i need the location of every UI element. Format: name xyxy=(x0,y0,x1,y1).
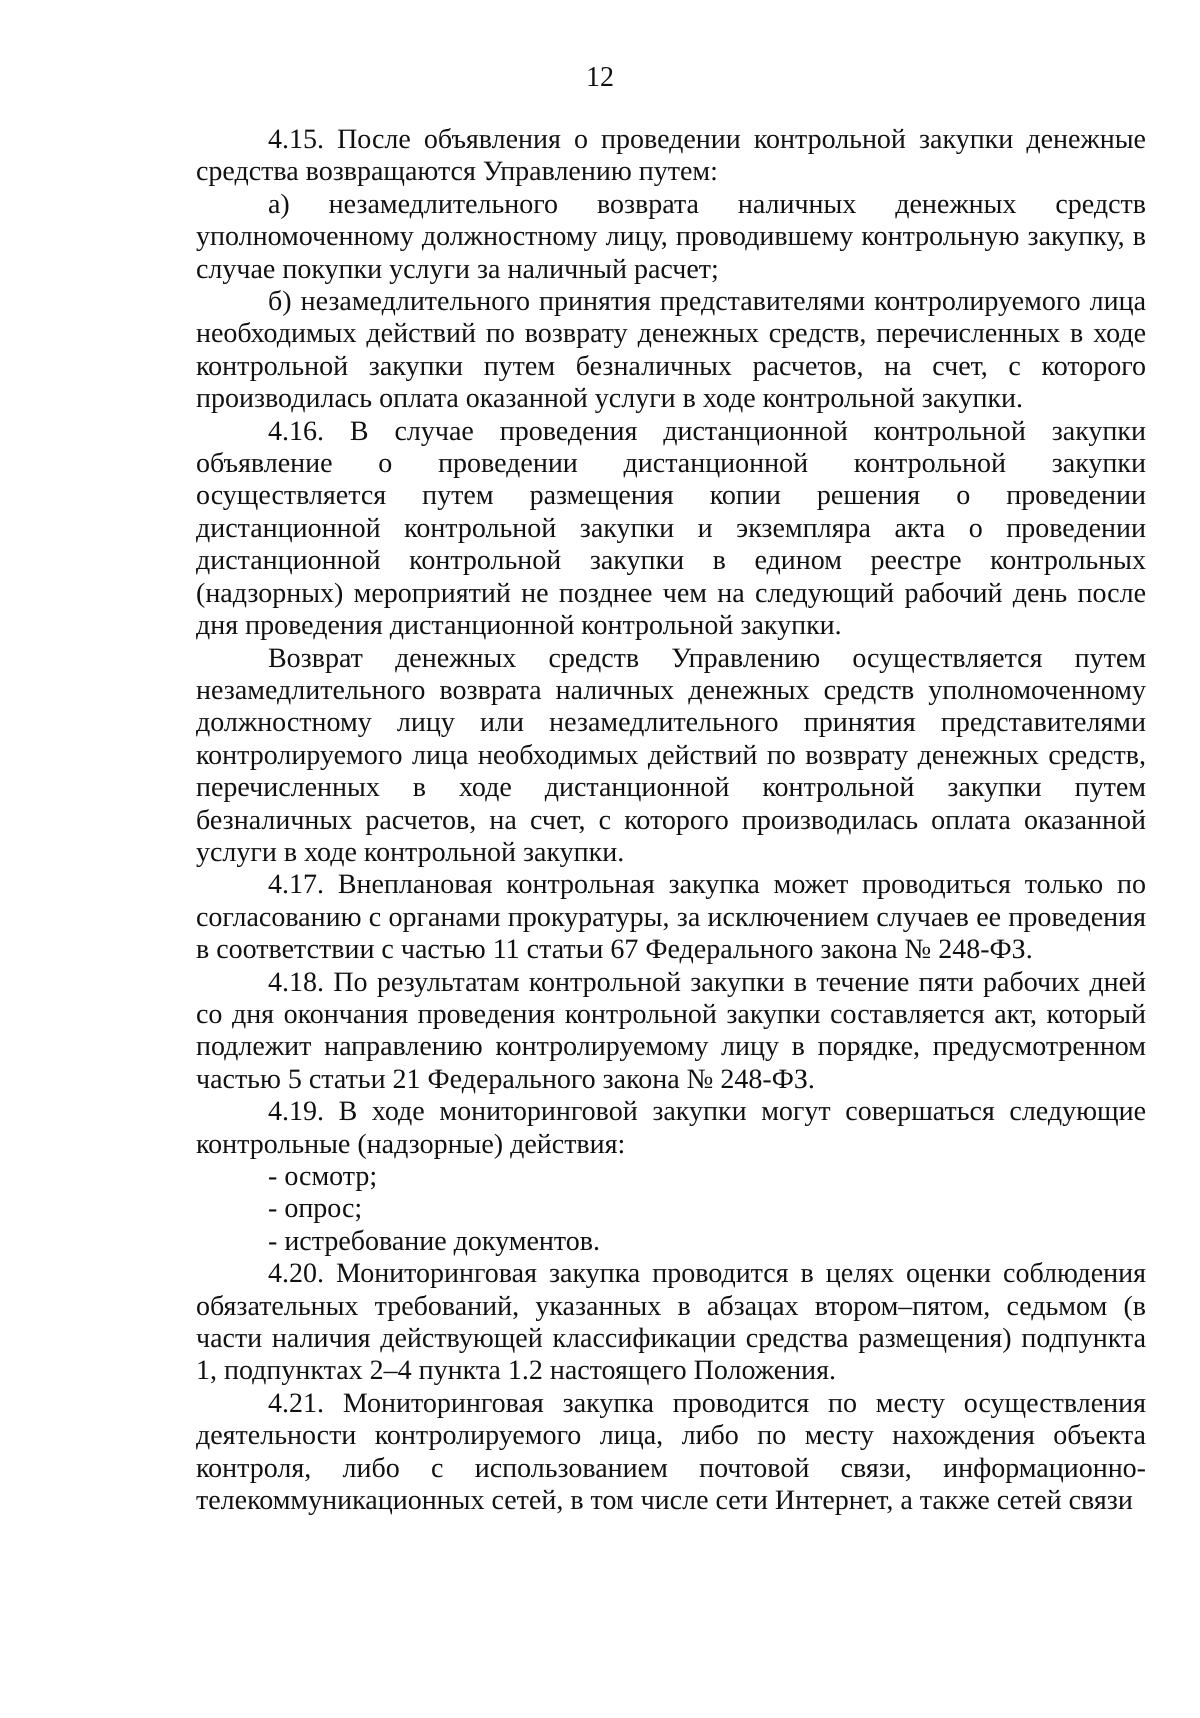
paragraph-4-15-b: б) незамедлительного принятия представителями контролируемого лица необходимых действий по возврату денежных средств, перечисленных в ходе контрольной закупки путем безналичных расчетов, на счет, с которого производилась оплата оказанной услуги в ходе контрольной закупки. xyxy=(196,286,1146,415)
paragraph-4-21: 4.21. Мониторинговая закупка проводится по месту осуществления деятельности контролируемого лица, либо по месту нахождения объекта контроля, либо с использованием почтовой связи, информационно-телекоммуникационных сетей, в том числе сети Интернет, а также сетей связи xyxy=(196,1387,1146,1517)
paragraph-4-16-refund: Возврат денежных средств Управлению осуществляется путем незамедлительного возврата наличных денежных средств уполномоченному должностному лицу или незамедлительного принятия представителями контролируемого лица необходимых действий по возврату денежных средств, перечисленных в ходе дистанционной контрольной закупки путем безналичных расчетов, на счет, с которого производилась оплата оказанной услуги в ходе контрольной закупки. xyxy=(196,642,1146,868)
paragraph-4-20: 4.20. Мониторинговая закупка проводится в целях оценки соблюдения обязательных требований, указанных в абзацах втором–пятом, седьмом (в части наличия действующей классификации средства размещения) подпункта 1, подпунктах 2–4 пункта 1.2 настоящего Положения. xyxy=(196,1258,1146,1387)
paragraph-4-18: 4.18. По результатам контрольной закупки в течение пяти рабочих дней со дня окончания проведения контрольной закупки составляется акт, который подлежит направлению контролируемому лицу в порядке, предусмотренном частью 5 статьи 21 Федерального закона № 248-ФЗ. xyxy=(196,966,1146,1095)
paragraph-4-19: 4.19. В ходе мониторинговой закупки могут совершаться следующие контрольные (надзорные) действия: xyxy=(196,1096,1146,1160)
document-body xyxy=(196,124,1146,1517)
list-item-survey: - опрос; xyxy=(268,1193,363,1225)
paragraph-4-15-a: а) незамедлительного возврата наличных денежных средств уполномоченному должностному лицу, проводившему контрольную закупку, в случае покупки услуги за наличный расчет; xyxy=(196,188,1146,285)
paragraph-4-17: 4.17. Внеплановая контрольная закупка может проводиться только по согласованию с органами прокуратуры, за исключением случаев ее проведения в соответствии с частью 11 статьи 67 Федерального закона № 248-ФЗ. xyxy=(196,869,1146,966)
list-item-document-request: - истребование документов. xyxy=(268,1225,600,1257)
paragraph-4-15: 4.15. После объявления о проведении контрольной закупки денежные средства возвращаются Управлению путем: xyxy=(196,124,1146,188)
list-item-inspection: - осмотр; xyxy=(268,1161,378,1192)
page-number: 12 xyxy=(586,62,614,93)
paragraph-4-16: 4.16. В случае проведения дистанционной контрольной закупки объявление о проведении дистанционной контрольной закупки осуществляется путем размещения копии решения о проведении дистанционной контрольной закупки и экземпляра акта о проведении дистанционной контрольной закупки в едином реестре контрольных (надзорных) мероприятий не позднее чем на следующий рабочий день после дня проведения дистанционной контрольной закупки. xyxy=(196,415,1146,642)
